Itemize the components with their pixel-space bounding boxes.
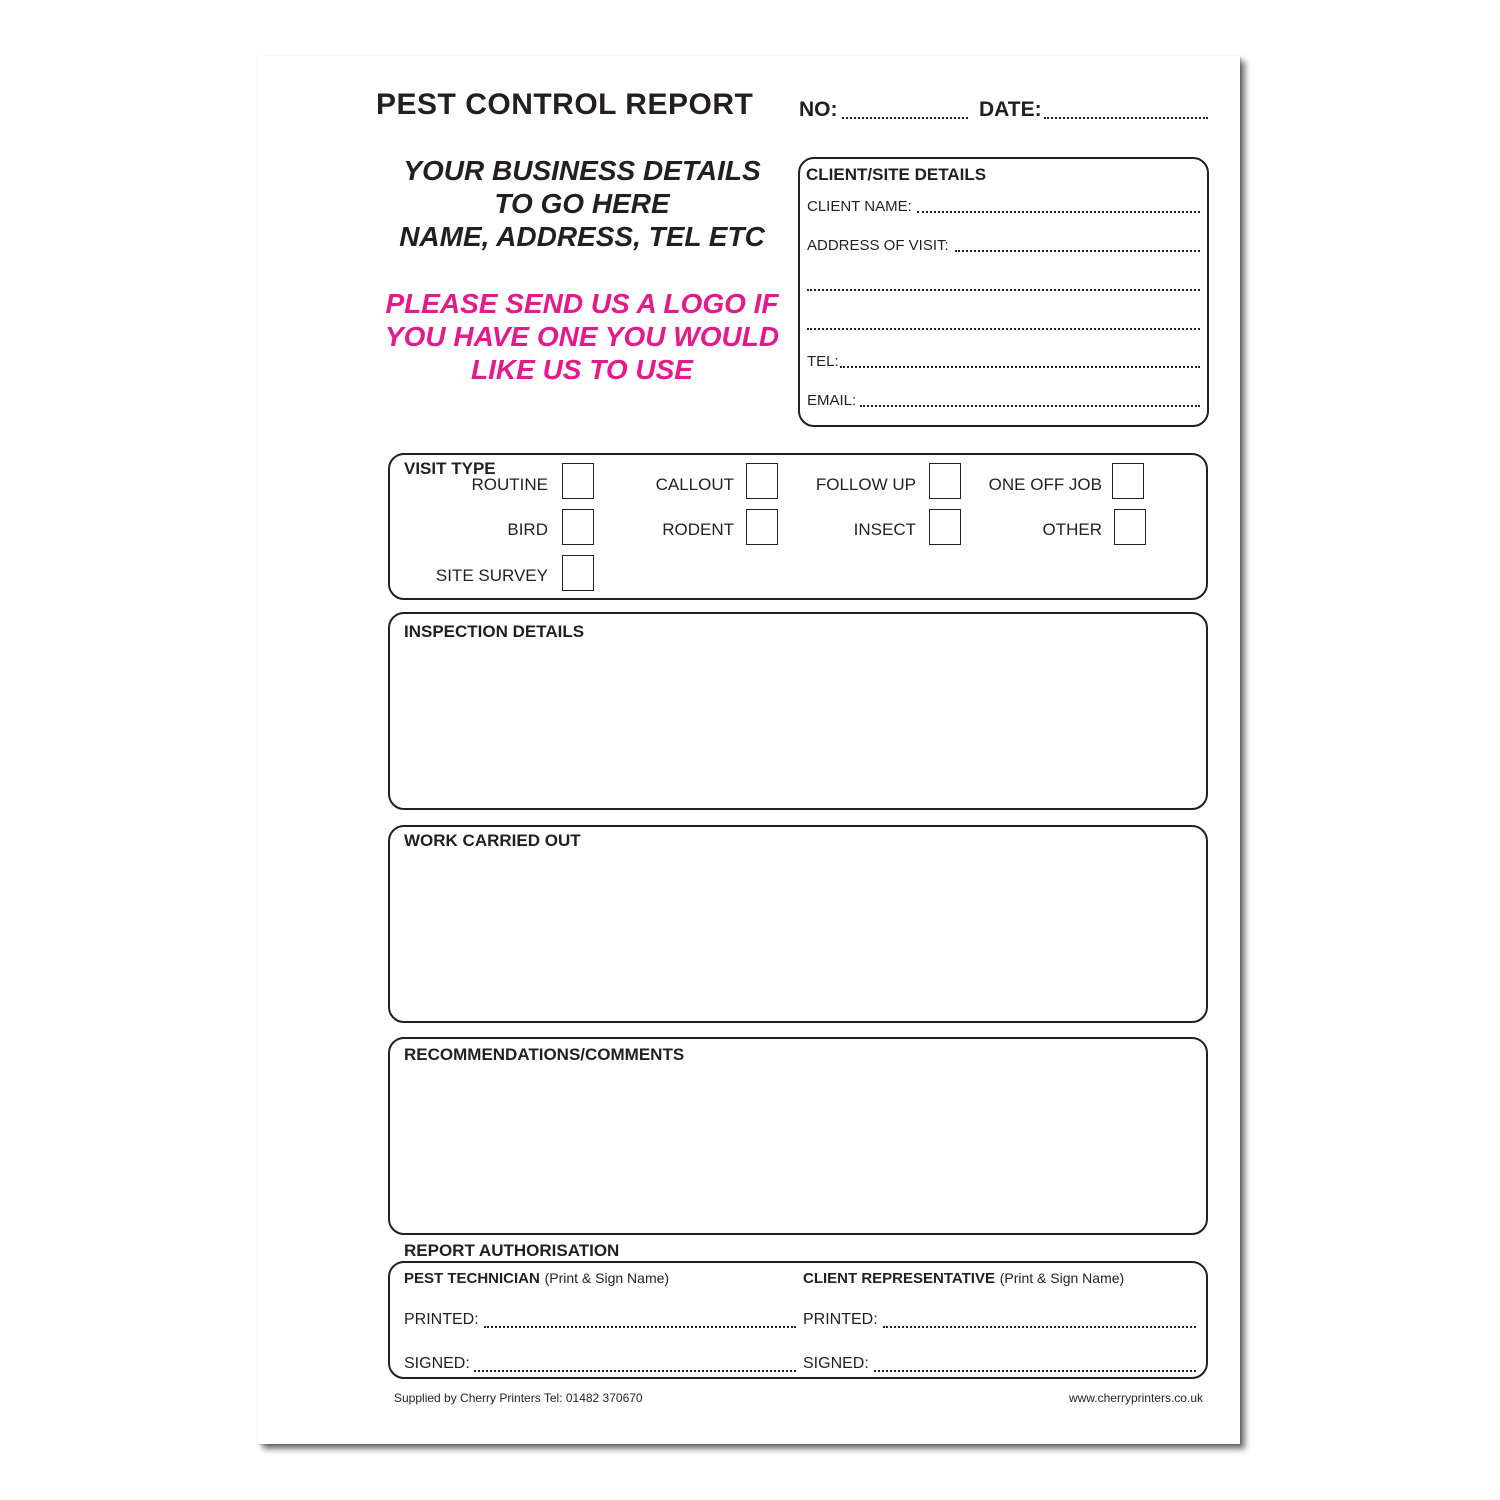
visit-type-title: VISIT TYPE bbox=[404, 459, 496, 478]
no-label: NO: bbox=[799, 98, 838, 121]
follow-up-label: FOLLOW UP bbox=[815, 475, 916, 494]
address-field-line-2[interactable] bbox=[807, 289, 1200, 291]
technician-note: (Print & Sign Name) bbox=[544, 1270, 670, 1286]
client-rep-note: (Print & Sign Name) bbox=[999, 1270, 1125, 1286]
client-name-label: CLIENT NAME: bbox=[807, 198, 912, 215]
supplier-footer: Supplied by Cherry Printers Tel: 01482 370670 bbox=[394, 1391, 643, 1405]
report-authorisation-title: REPORT AUTHORISATION bbox=[404, 1241, 620, 1260]
other-label: OTHER bbox=[1042, 520, 1102, 539]
site-survey-checkbox[interactable] bbox=[562, 555, 594, 591]
business-line-1: YOUR BUSINESS DETAILS bbox=[403, 155, 761, 186]
no-field[interactable] bbox=[842, 117, 968, 119]
email-field[interactable] bbox=[860, 405, 1200, 407]
callout-label: CALLOUT bbox=[655, 475, 734, 494]
one-off-job-checkbox[interactable] bbox=[1112, 463, 1144, 499]
work-carried-out-title: WORK CARRIED OUT bbox=[404, 831, 581, 850]
client-rep-title: CLIENT REPRESENTATIVE bbox=[803, 1270, 995, 1287]
address-field-line-1[interactable] bbox=[955, 250, 1200, 252]
logo-line-2: YOU HAVE ONE YOU WOULD bbox=[384, 321, 780, 352]
logo-request-note bbox=[380, 287, 784, 386]
client-name-field[interactable] bbox=[917, 211, 1200, 213]
tech-signed-field[interactable] bbox=[474, 1370, 796, 1372]
recommendations-box[interactable] bbox=[388, 1037, 1208, 1235]
address-field-line-3[interactable] bbox=[807, 328, 1200, 330]
logo-line-1: PLEASE SEND US A LOGO IF bbox=[385, 288, 779, 319]
site-survey-label: SITE SURVEY bbox=[435, 566, 548, 585]
logo-line-3: LIKE US TO USE bbox=[471, 354, 693, 385]
tech-signed-label: SIGNED: bbox=[404, 1355, 470, 1372]
tech-printed-field[interactable] bbox=[484, 1326, 796, 1328]
work-carried-out-box[interactable] bbox=[388, 825, 1208, 1023]
email-label: EMAIL: bbox=[807, 392, 857, 409]
bird-label: BIRD bbox=[507, 520, 548, 539]
client-rep-heading bbox=[803, 1268, 1124, 1288]
tech-printed-label: PRINTED: bbox=[404, 1311, 479, 1328]
website-footer[interactable]: www.cherryprinters.co.uk bbox=[1068, 1391, 1203, 1405]
tel-label: TEL: bbox=[807, 353, 839, 370]
recommendations-title: RECOMMENDATIONS/COMMENTS bbox=[404, 1045, 685, 1064]
inspection-details-title: INSPECTION DETAILS bbox=[404, 622, 585, 641]
business-line-3: NAME, ADDRESS, TEL ETC bbox=[399, 221, 765, 252]
technician-title: PEST TECHNICIAN bbox=[404, 1270, 540, 1287]
one-off-job-label: ONE OFF JOB bbox=[988, 475, 1102, 494]
business-details bbox=[380, 154, 784, 253]
routine-label: ROUTINE bbox=[471, 475, 548, 494]
tel-field[interactable] bbox=[840, 366, 1200, 368]
insect-label: INSECT bbox=[853, 520, 916, 539]
page-title: PEST CONTROL REPORT bbox=[376, 88, 754, 121]
date-label: DATE: bbox=[979, 98, 1042, 121]
client-printed-field[interactable] bbox=[883, 1326, 1196, 1328]
rodent-label: RODENT bbox=[662, 520, 734, 539]
other-checkbox[interactable] bbox=[1114, 509, 1146, 545]
business-line-2: TO GO HERE bbox=[494, 188, 670, 219]
date-field[interactable] bbox=[1044, 117, 1208, 119]
technician-heading bbox=[404, 1268, 669, 1288]
address-label: ADDRESS OF VISIT: bbox=[807, 237, 949, 254]
client-signed-label: SIGNED: bbox=[803, 1355, 869, 1372]
client-printed-label: PRINTED: bbox=[803, 1311, 878, 1328]
client-details-title: CLIENT/SITE DETAILS bbox=[806, 165, 987, 184]
client-signed-field[interactable] bbox=[874, 1370, 1196, 1372]
